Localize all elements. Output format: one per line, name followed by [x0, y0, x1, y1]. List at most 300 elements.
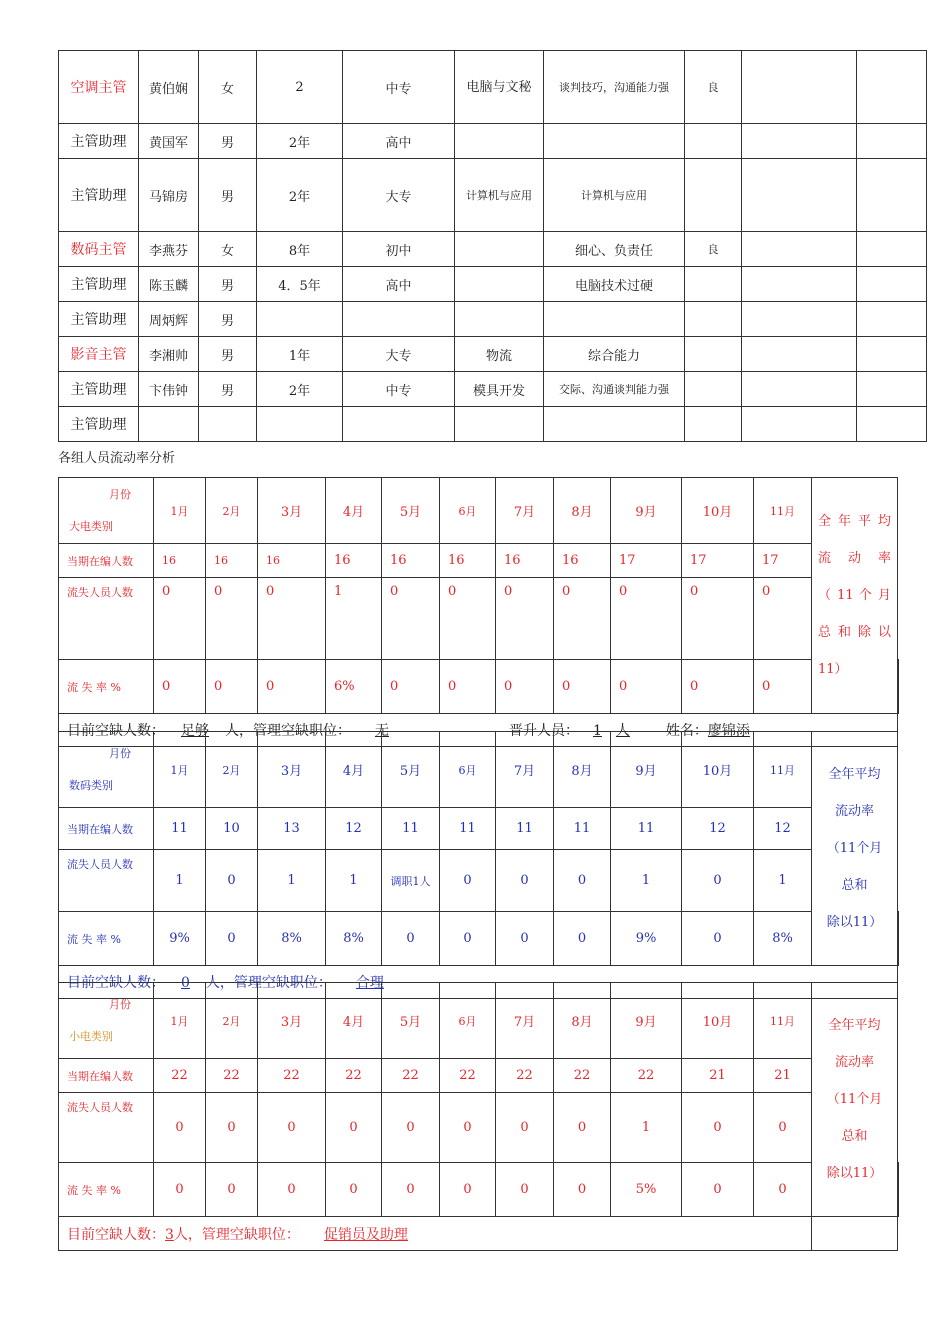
vacancy-label: 目前空缺人数： — [67, 975, 165, 991]
promotion-name-label: 姓名： — [665, 723, 708, 739]
rate-value: 0 — [496, 912, 554, 966]
rate-label: 流 失 率 % — [59, 912, 154, 966]
rate-value: 0 — [440, 912, 496, 966]
staff-role: 数码主管 — [59, 232, 139, 267]
lost-value: 0 — [382, 1093, 440, 1163]
month-header: 4月 — [326, 983, 382, 1059]
rate-row — [59, 912, 899, 966]
staff-gender: 女 — [199, 232, 257, 267]
rate-value: 0 — [682, 1163, 754, 1217]
month-header: 6月 — [440, 983, 496, 1059]
staffed-value: 11 — [496, 808, 554, 850]
vacancy-count: 0 — [181, 975, 190, 991]
month-category-header — [59, 478, 154, 544]
category-label: 数码类别 — [69, 778, 113, 792]
staffed-value: 22 — [326, 1059, 382, 1093]
lost-value: 0 — [611, 578, 682, 660]
rate-value: 0 — [754, 1163, 812, 1217]
staff-education — [343, 407, 455, 442]
rate-label: 流 失 率 % — [59, 1163, 154, 1217]
staff-years — [257, 302, 343, 337]
staff-strength — [544, 407, 685, 442]
promotion-name: 廖锦添 — [707, 723, 750, 739]
average-note-line: 流 动 率 — [818, 551, 891, 566]
rate-row — [59, 660, 899, 714]
staffed-value: 21 — [682, 1059, 754, 1093]
turnover-table — [58, 982, 899, 1251]
month-header: 2月 — [206, 983, 258, 1059]
staffed-value: 13 — [258, 808, 326, 850]
month-header: 4月 — [326, 732, 382, 808]
month-header: 9月 — [611, 732, 682, 808]
staff-strength: 交际、沟通谈判能力强 — [544, 372, 685, 407]
mgmt-vacancy-value: 合理 — [355, 975, 384, 991]
staff-years: 2年 — [257, 159, 343, 232]
staff-strength: 谈判技巧，沟通能力强 — [544, 51, 685, 124]
staffed-value: 11 — [382, 808, 440, 850]
staff-strength: 电脑技术过硬 — [544, 267, 685, 302]
month-header: 5月 — [382, 983, 440, 1059]
staffed-value: 16 — [154, 544, 206, 578]
turnover-table — [58, 731, 899, 999]
mgmt-vacancy-value: 促销员及助理 — [323, 1226, 408, 1243]
month-header: 10月 — [682, 478, 754, 544]
rate-value: 0 — [206, 660, 258, 714]
average-note-line: 除以11） — [826, 915, 883, 930]
lost-value: 0 — [440, 1093, 496, 1163]
mgmt-vacancy-value: 无 — [375, 723, 389, 739]
staff-extra — [742, 337, 857, 372]
staff-education: 大专 — [343, 337, 455, 372]
month-header: 9月 — [611, 478, 682, 544]
staff-education — [343, 302, 455, 337]
lost-value: 0 — [554, 578, 611, 660]
staffed-value: 22 — [382, 1059, 440, 1093]
staff-education: 初中 — [343, 232, 455, 267]
staffed-value: 17 — [754, 544, 812, 578]
staffed-value: 12 — [682, 808, 754, 850]
lost-value: 0 — [754, 578, 812, 660]
staffed-value: 11 — [554, 808, 611, 850]
vacancy-count: 3 — [165, 1226, 174, 1243]
staff-education: 中专 — [343, 372, 455, 407]
lost-value: 0 — [496, 1093, 554, 1163]
staff-role: 主管助理 — [59, 372, 139, 407]
lost-value: 0 — [554, 1093, 611, 1163]
staff-name: 李湘帅 — [139, 337, 199, 372]
lost-value: 0 — [496, 578, 554, 660]
lost-value: 0 — [326, 1093, 382, 1163]
average-note-line: 流动率 — [834, 1055, 874, 1070]
average-note-line: 总 和 除 以 — [818, 625, 891, 640]
rate-value: 0 — [496, 1163, 554, 1217]
month-header: 10月 — [682, 983, 754, 1059]
rate-value: 5% — [611, 1163, 682, 1217]
staff-name: 卞伟钟 — [139, 372, 199, 407]
staffed-value: 12 — [326, 808, 382, 850]
month-category-header — [59, 732, 154, 808]
lost-value: 1 — [611, 850, 682, 912]
average-note-line: 全 年 平 均 — [818, 514, 891, 529]
staff-role: 影音主管 — [59, 337, 139, 372]
staff-years: 8年 — [257, 232, 343, 267]
staffed-value: 16 — [440, 544, 496, 578]
lost-value: 调职1人 — [382, 850, 440, 912]
average-note-line: （11个月 — [826, 1092, 883, 1107]
total-cell — [898, 660, 899, 714]
average-note-line: 全年平均 — [828, 1018, 881, 1033]
month-label: 月份 — [109, 997, 131, 1011]
staff-major — [455, 302, 544, 337]
staff-education: 大专 — [343, 159, 455, 232]
staff-name: 黄伯娴 — [139, 51, 199, 124]
staff-row — [59, 302, 927, 337]
lost-label: 流失人员人数 — [59, 578, 154, 660]
lost-value: 0 — [682, 1093, 754, 1163]
average-note-line: （ 11 个 月 — [818, 588, 891, 603]
staff-row — [59, 372, 927, 407]
month-label: 月份 — [109, 746, 131, 760]
staff-role: 主管助理 — [59, 159, 139, 232]
average-note-line: 总和 — [841, 1129, 868, 1144]
promotion-count: 1 — [593, 723, 602, 739]
staff-row — [59, 51, 927, 124]
lost-label: 流失人员人数 — [59, 1093, 154, 1163]
month-header: 2月 — [206, 732, 258, 808]
total-cell — [898, 912, 899, 966]
staffed-value: 16 — [382, 544, 440, 578]
vacancy-label: 目前空缺人数： — [67, 723, 165, 739]
month-header: 10月 — [682, 732, 754, 808]
rate-value: 0 — [496, 660, 554, 714]
rate-row — [59, 1163, 899, 1217]
staff-rating — [685, 267, 742, 302]
month-category-header — [59, 983, 154, 1059]
staff-extra — [857, 372, 927, 407]
lost-value: 0 — [382, 578, 440, 660]
staff-gender: 男 — [199, 372, 257, 407]
staff-major: 计算机与应用 — [455, 159, 544, 232]
average-note-line: 流动率 — [834, 804, 874, 819]
staff-years — [257, 407, 343, 442]
rate-value: 0 — [154, 1163, 206, 1217]
vacancy-row — [59, 1217, 899, 1251]
staffed-row — [59, 1059, 899, 1093]
staff-years: 2年 — [257, 372, 343, 407]
rate-value: 0 — [754, 660, 812, 714]
lost-value: 0 — [206, 1093, 258, 1163]
rate-value: 0 — [382, 912, 440, 966]
rate-value: 0 — [611, 660, 682, 714]
staffed-value: 17 — [611, 544, 682, 578]
staff-education: 中专 — [343, 51, 455, 124]
staffed-value: 10 — [206, 808, 258, 850]
month-header: 3月 — [258, 478, 326, 544]
rate-value: 9% — [611, 912, 682, 966]
staff-gender: 男 — [199, 337, 257, 372]
annual-average-note — [812, 732, 898, 966]
staff-name: 黄国军 — [139, 124, 199, 159]
staff-row — [59, 267, 927, 302]
category-label: 大电类别 — [69, 519, 113, 533]
staff-gender: 男 — [199, 267, 257, 302]
lost-value: 0 — [554, 850, 611, 912]
lost-value: 1 — [326, 578, 382, 660]
staff-major — [455, 407, 544, 442]
lost-value: 0 — [682, 578, 754, 660]
staff-rating: 良 — [685, 51, 742, 124]
staff-extra — [742, 302, 857, 337]
month-header: 11月 — [754, 478, 812, 544]
month-header: 7月 — [496, 983, 554, 1059]
month-header: 6月 — [440, 478, 496, 544]
month-header: 11月 — [754, 732, 812, 808]
rate-value: 6% — [326, 660, 382, 714]
header-row — [59, 478, 899, 544]
rate-value: 0 — [682, 912, 754, 966]
average-note-line: 全年平均 — [828, 767, 881, 782]
rate-value: 0 — [682, 660, 754, 714]
staff-name: 周炳辉 — [139, 302, 199, 337]
staffed-value: 17 — [682, 544, 754, 578]
staff-rating — [685, 337, 742, 372]
month-header: 1月 — [154, 732, 206, 808]
staffed-value: 21 — [754, 1059, 812, 1093]
staff-major — [455, 232, 544, 267]
header-row — [59, 732, 899, 808]
lost-label: 流失人员人数 — [59, 850, 154, 912]
staffed-label: 当期在编人数 — [59, 544, 154, 578]
staffed-row — [59, 808, 899, 850]
empty-cell — [812, 1217, 898, 1251]
rate-value: 0 — [206, 912, 258, 966]
staff-name — [139, 407, 199, 442]
month-header: 8月 — [554, 478, 611, 544]
lost-row — [59, 578, 899, 660]
average-note-line: 除以11） — [826, 1166, 883, 1181]
lost-value: 0 — [440, 578, 496, 660]
month-header: 3月 — [258, 732, 326, 808]
staff-major — [455, 124, 544, 159]
staff-gender: 男 — [199, 159, 257, 232]
rate-value: 0 — [554, 1163, 611, 1217]
annual-average-note — [812, 983, 898, 1217]
lost-value: 1 — [154, 850, 206, 912]
staffed-value: 22 — [554, 1059, 611, 1093]
staff-extra — [742, 232, 857, 267]
rate-value: 8% — [326, 912, 382, 966]
lost-value: 1 — [754, 850, 812, 912]
staff-rating: 良 — [685, 232, 742, 267]
rate-value: 0 — [258, 1163, 326, 1217]
staff-gender: 男 — [199, 124, 257, 159]
staff-years: 2年 — [257, 124, 343, 159]
promotion-unit: 人 — [615, 723, 630, 739]
staff-extra — [857, 407, 927, 442]
staffed-label: 当期在编人数 — [59, 808, 154, 850]
lost-value: 0 — [754, 1093, 812, 1163]
staff-role: 空调主管 — [59, 51, 139, 124]
staff-extra — [742, 407, 857, 442]
staffed-label: 当期在编人数 — [59, 1059, 154, 1093]
month-header: 1月 — [154, 983, 206, 1059]
mgmt-vacancy-label: 人，管理空缺职位： — [225, 723, 351, 739]
staff-extra — [742, 124, 857, 159]
staff-strength: 计算机与应用 — [544, 159, 685, 232]
lost-value: 0 — [154, 578, 206, 660]
lost-value: 0 — [258, 1093, 326, 1163]
staff-rating — [685, 159, 742, 232]
rate-value: 8% — [754, 912, 812, 966]
staff-extra — [857, 302, 927, 337]
lost-value: 1 — [258, 850, 326, 912]
lost-row — [59, 1093, 899, 1163]
staffed-value: 16 — [496, 544, 554, 578]
lost-value: 1 — [326, 850, 382, 912]
staff-strength — [544, 124, 685, 159]
staff-extra — [742, 51, 857, 124]
staff-table — [58, 50, 927, 442]
staffed-value: 11 — [611, 808, 682, 850]
staff-extra — [857, 159, 927, 232]
staffed-value: 22 — [258, 1059, 326, 1093]
month-header: 8月 — [554, 983, 611, 1059]
staff-row — [59, 337, 927, 372]
staff-extra — [742, 372, 857, 407]
staff-major: 模具开发 — [455, 372, 544, 407]
lost-value: 0 — [682, 850, 754, 912]
annual-average-note — [812, 478, 898, 714]
staffed-value: 16 — [554, 544, 611, 578]
staff-extra — [857, 51, 927, 124]
staff-strength — [544, 302, 685, 337]
staff-name: 陈玉麟 — [139, 267, 199, 302]
staff-row — [59, 232, 927, 267]
staffed-row — [59, 544, 899, 578]
rate-value: 0 — [154, 660, 206, 714]
staffed-value: 16 — [258, 544, 326, 578]
turnover-table — [58, 477, 899, 747]
staff-extra — [742, 267, 857, 302]
mgmt-vacancy-label: 人，管理空缺职位： — [205, 975, 332, 991]
month-header: 9月 — [611, 983, 682, 1059]
staff-years: 1年 — [257, 337, 343, 372]
staff-rating — [685, 302, 742, 337]
lost-value: 0 — [206, 578, 258, 660]
month-header: 1月 — [154, 478, 206, 544]
staff-role: 主管助理 — [59, 407, 139, 442]
lost-value: 0 — [154, 1093, 206, 1163]
header-row — [59, 983, 899, 1059]
total-label — [898, 1167, 899, 1201]
staff-major: 物流 — [455, 337, 544, 372]
category-label: 小电类别 — [69, 1029, 113, 1043]
staff-role: 主管助理 — [59, 124, 139, 159]
total-value — [898, 950, 899, 965]
staffed-value: 22 — [611, 1059, 682, 1093]
staffed-value: 22 — [496, 1059, 554, 1093]
month-header: 5月 — [382, 478, 440, 544]
staff-strength: 细心、负责任 — [544, 232, 685, 267]
lost-row — [59, 850, 899, 912]
total-label — [898, 664, 899, 698]
staff-rating — [685, 372, 742, 407]
rate-value: 8% — [258, 912, 326, 966]
staff-row — [59, 159, 927, 232]
staff-row — [59, 124, 927, 159]
rate-value: 0 — [382, 1163, 440, 1217]
rate-value: 0 — [440, 660, 496, 714]
average-note-line: 11） — [818, 662, 848, 677]
staff-years: 2 — [257, 51, 343, 124]
average-note-line: （11个月 — [826, 841, 883, 856]
staffed-value: 11 — [440, 808, 496, 850]
staffed-value: 16 — [326, 544, 382, 578]
month-header: 4月 — [326, 478, 382, 544]
staff-gender — [199, 407, 257, 442]
staffed-value: 16 — [206, 544, 258, 578]
month-header: 7月 — [496, 478, 554, 544]
staffed-value: 12 — [754, 808, 812, 850]
month-header: 7月 — [496, 732, 554, 808]
total-value — [898, 698, 899, 713]
rate-value: 0 — [206, 1163, 258, 1217]
vacancy-count: 足够 — [181, 723, 209, 739]
month-header: 3月 — [258, 983, 326, 1059]
rate-value: 9% — [154, 912, 206, 966]
month-header: 8月 — [554, 732, 611, 808]
mgmt-vacancy-label: 人，管理空缺职位： — [173, 1226, 300, 1243]
month-header: 5月 — [382, 732, 440, 808]
staff-name: 马锦房 — [139, 159, 199, 232]
staff-years: 4．5年 — [257, 267, 343, 302]
rate-value: 0 — [326, 1163, 382, 1217]
staff-gender: 男 — [199, 302, 257, 337]
staffed-value: 22 — [206, 1059, 258, 1093]
lost-value: 1 — [611, 1093, 682, 1163]
month-header: 2月 — [206, 478, 258, 544]
rate-value: 0 — [440, 1163, 496, 1217]
staffed-value: 22 — [154, 1059, 206, 1093]
lost-value: 0 — [206, 850, 258, 912]
month-header: 11月 — [754, 983, 812, 1059]
staff-role: 主管助理 — [59, 267, 139, 302]
vacancy-summary — [59, 1217, 812, 1251]
staff-extra — [857, 267, 927, 302]
staff-name: 李燕芬 — [139, 232, 199, 267]
total-cell — [898, 1163, 899, 1217]
month-label: 月份 — [109, 487, 131, 501]
rate-label: 流 失 率 % — [59, 660, 154, 714]
staff-extra — [857, 124, 927, 159]
staffed-value: 11 — [154, 808, 206, 850]
staff-strength: 综合能力 — [544, 337, 685, 372]
average-note-line: 总和 — [841, 878, 868, 893]
staff-major — [455, 267, 544, 302]
staff-rating — [685, 124, 742, 159]
staff-education: 高中 — [343, 267, 455, 302]
staffed-value: 22 — [440, 1059, 496, 1093]
lost-value: 0 — [496, 850, 554, 912]
staff-extra — [857, 232, 927, 267]
rate-value: 0 — [554, 912, 611, 966]
staff-row — [59, 407, 927, 442]
staff-major: 电脑与文秘 — [455, 51, 544, 124]
staff-education: 高中 — [343, 124, 455, 159]
section-caption: 各组人员流动率分析 — [58, 451, 176, 466]
staff-rating — [685, 407, 742, 442]
staff-extra — [742, 159, 857, 232]
